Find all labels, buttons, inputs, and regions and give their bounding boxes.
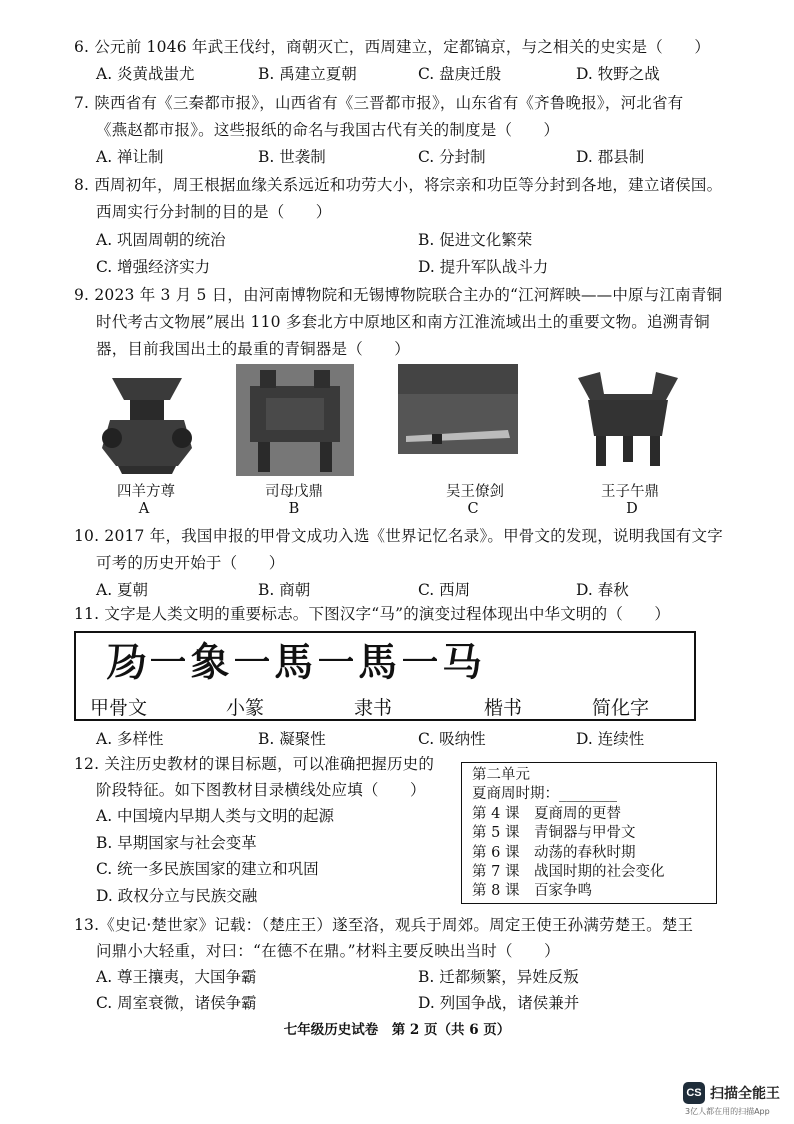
bronze-vessel-four-ram-image bbox=[92, 368, 202, 476]
toc-lesson-7: 第 7 课 战国时期的社会变化 bbox=[472, 864, 665, 880]
q12-option-d: D. 政权分立与民族交融 bbox=[96, 887, 258, 905]
question-9-stem-line3: 器，目前我国出土的最重的青铜器是（ ） bbox=[96, 340, 411, 358]
q13-option-d: D. 列国争战，诸侯兼并 bbox=[418, 994, 580, 1012]
q13-option-a: A. 尊王攘夷，大国争霸 bbox=[96, 968, 257, 986]
toc-unit-title: 第二单元 bbox=[472, 767, 530, 783]
q11-option-a: A. 多样性 bbox=[96, 730, 164, 748]
toc-lesson-6: 第 6 课 动荡的春秋时期 bbox=[472, 845, 636, 861]
q8-option-a: A. 巩固周朝的统治 bbox=[96, 231, 226, 249]
q10-option-c: C. 西周 bbox=[418, 581, 471, 599]
q6-option-c: C. 盘庚迁殷 bbox=[418, 65, 502, 83]
camscanner-tagline: 3亿人都在用的扫描App bbox=[685, 1107, 770, 1116]
image-d-caption: 王子午鼎 bbox=[601, 484, 659, 500]
question-8-stem-line1: 8. 西周初年，周王根据血缘关系远近和功劳大小，将宗亲和功臣等分封到各地，建立诸侯国。 bbox=[74, 176, 723, 194]
toc-lesson-4: 第 4 课 夏商周的更替 bbox=[472, 806, 621, 822]
bronze-ding-wangziwu-image bbox=[570, 364, 686, 470]
image-a-caption: 四羊方尊 bbox=[117, 484, 175, 500]
label-clerical: 隶书 bbox=[354, 697, 393, 719]
question-13-stem-line2: 问鼎小大轻重，对曰：“在德不在鼎。”材料主要反映出当时（ ） bbox=[96, 942, 560, 960]
q6-option-a: A. 炎黄战蚩尤 bbox=[96, 65, 195, 83]
character-evolution-glyphs: 𢒀一象一馬一馬一马 bbox=[106, 639, 484, 686]
q11-option-b: B. 凝聚性 bbox=[258, 730, 326, 748]
q13-option-c: C. 周室衰微，诸侯争霸 bbox=[96, 994, 257, 1012]
q6-option-d: D. 牧野之战 bbox=[576, 65, 660, 83]
toc-lesson-5: 第 5 课 青铜器与甲骨文 bbox=[472, 825, 636, 841]
label-small-seal: 小篆 bbox=[226, 697, 265, 719]
toc-lesson-8: 第 8 课 百家争鸣 bbox=[472, 883, 592, 899]
q8-option-c: C. 增强经济实力 bbox=[96, 258, 211, 276]
question-7-stem-line2: 《燕赵都市报》。这些报纸的命名与我国古代有关的制度是（ ） bbox=[96, 121, 560, 139]
question-9-stem-line2: 时代考古文物展”展出 110 多套北方中原地区和南方江淮流域出土的重要文物。追溯青铜 bbox=[96, 313, 710, 331]
q10-option-a: A. 夏朝 bbox=[96, 581, 149, 599]
q11-option-d: D. 连续性 bbox=[576, 730, 645, 748]
question-13-stem-line1: 13.《史记·楚世家》记载：（楚庄王）遂至洛，观兵于周郊。周定王使王孙满劳楚王。楚王 bbox=[74, 916, 694, 934]
question-12-stem-line2: 阶段特征。如下图教材目录横线处应填（ ） bbox=[96, 781, 426, 799]
q8-option-b: B. 促进文化繁荣 bbox=[418, 231, 533, 249]
camscanner-logo-icon: CS bbox=[683, 1082, 705, 1104]
q7-option-d: D. 郡县制 bbox=[576, 148, 645, 166]
q10-option-b: B. 商朝 bbox=[258, 581, 311, 599]
horse-character-evolution-figure bbox=[74, 631, 696, 721]
question-6-stem: 6. 公元前 1046 年武王伐纣，商朝灭亡，西周建立，定都镐京，与之相关的史实是（ ） bbox=[74, 38, 711, 56]
image-c-letter: C bbox=[467, 501, 479, 517]
label-oracle-bone: 甲骨文 bbox=[90, 697, 148, 719]
label-simplified: 简化字 bbox=[592, 697, 650, 719]
bronze-ding-simuwu-image bbox=[236, 364, 354, 476]
question-9-stem-line1: 9. 2023 年 3 月 5 日，由河南博物院和无锡博物院联合主办的“江河辉映——中原与江南青铜 bbox=[74, 286, 723, 304]
q12-option-c: C. 统一多民族国家的建立和巩固 bbox=[96, 860, 319, 878]
q12-option-a: A. 中国境内早期人类与文明的起源 bbox=[96, 807, 335, 825]
toc-period-blank: 夏商周时期：________ bbox=[472, 786, 617, 802]
question-10-stem-line2: 可考的历史开始于（ ） bbox=[96, 554, 285, 572]
q10-option-d: D. 春秋 bbox=[576, 581, 629, 599]
q13-option-b: B. 迁都频繁，异姓反叛 bbox=[418, 968, 579, 986]
image-b-letter: B bbox=[288, 501, 300, 517]
page-footer: 七年级历史试卷 第 2 页（共 6 页） bbox=[283, 1022, 511, 1038]
image-b-caption: 司母戊鼎 bbox=[265, 484, 323, 500]
image-c-caption: 吴王僚剑 bbox=[446, 484, 504, 500]
question-7-stem-line1: 7. 陕西省有《三秦都市报》，山西省有《三晋都市报》，山东省有《齐鲁晚报》，河北省有 bbox=[74, 94, 684, 112]
question-11-stem: 11. 文字是人类文明的重要标志。下图汉字“马”的演变过程体现出中华文明的（ ） bbox=[74, 605, 671, 623]
bronze-sword-wu-wang-image bbox=[398, 364, 518, 454]
image-a-letter: A bbox=[138, 501, 150, 517]
label-regular: 楷书 bbox=[484, 697, 523, 719]
q7-option-b: B. 世袭制 bbox=[258, 148, 326, 166]
q11-option-c: C. 吸纳性 bbox=[418, 730, 486, 748]
textbook-toc-box bbox=[461, 762, 717, 904]
image-d-letter: D bbox=[626, 501, 638, 517]
q6-option-b: B. 禹建立夏朝 bbox=[258, 65, 357, 83]
q8-option-d: D. 提升军队战斗力 bbox=[418, 258, 549, 276]
question-12-stem-line1: 12. 关注历史教材的课目标题，可以准确把握历史的 bbox=[74, 755, 435, 773]
q7-option-c: C. 分封制 bbox=[418, 148, 486, 166]
camscanner-name: 扫描全能王 bbox=[710, 1086, 780, 1102]
q12-option-b: B. 早期国家与社会变革 bbox=[96, 834, 257, 852]
question-8-stem-line2: 西周实行分封制的目的是（ ） bbox=[96, 203, 332, 221]
question-10-stem-line1: 10. 2017 年，我国申报的甲骨文成功入选《世界记忆名录》。甲骨文的发现，说明我国有文字 bbox=[74, 527, 723, 545]
q7-option-a: A. 禅让制 bbox=[96, 148, 164, 166]
